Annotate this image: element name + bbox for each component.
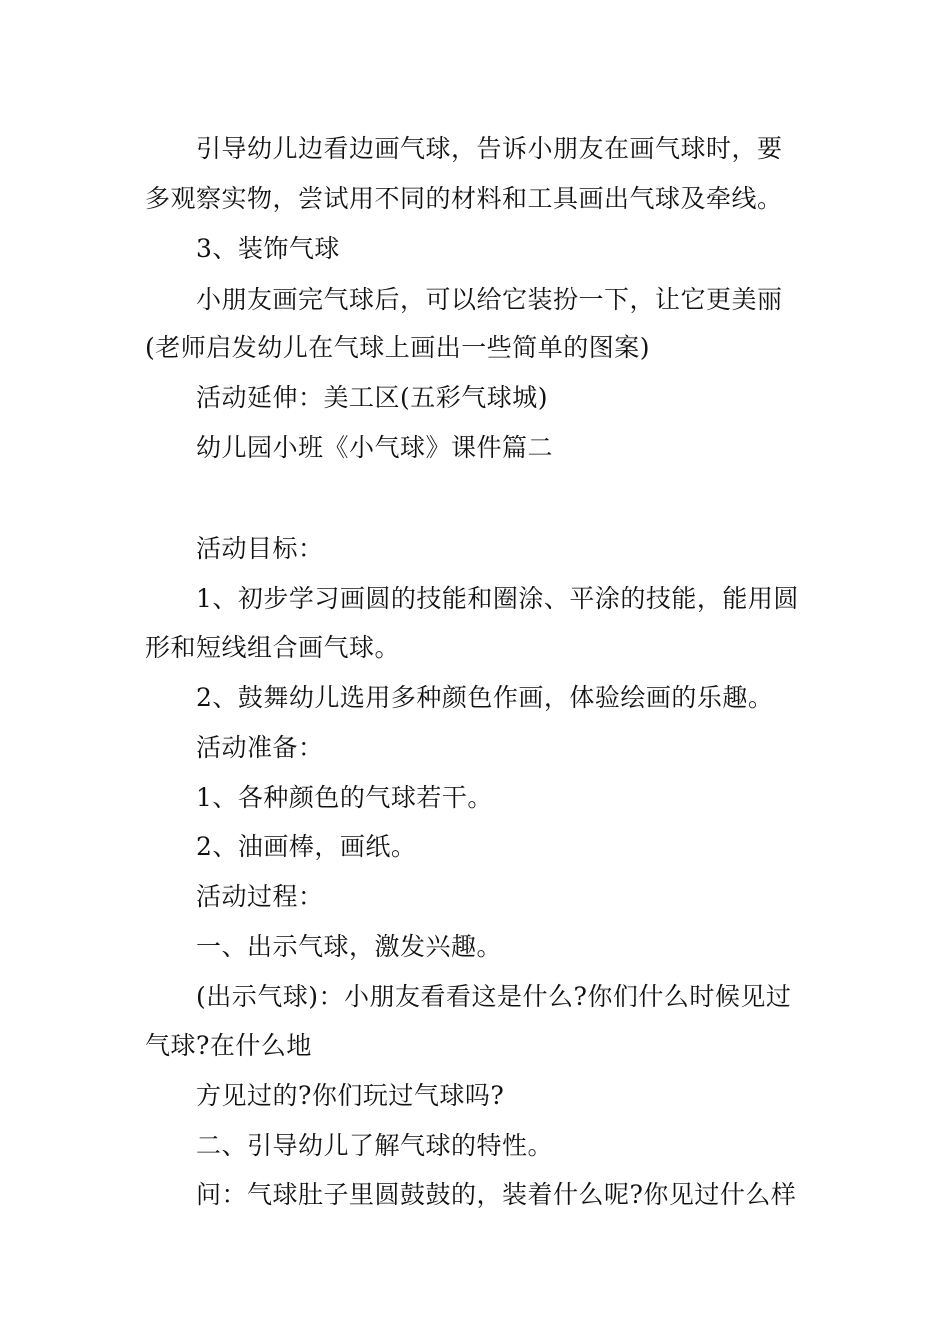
paragraph-line: (出示气球)：小朋友看看这是什么?你们什么时候见过 [196, 982, 792, 1011]
paragraph-line: 一、出示气球，激发兴趣。 [196, 932, 503, 961]
paragraph-line: 活动延伸：美工区(五彩气球城) [196, 383, 549, 412]
paragraph-line: (老师启发幼儿在气球上画出一些简单的图案) [145, 333, 651, 362]
section-heading: 3、装饰气球 [196, 234, 340, 263]
paragraph-line: 形和短线组合画气球。 [145, 633, 401, 662]
paragraph-line: 气球?在什么地 [145, 1031, 312, 1060]
paragraph-line: 二、引导幼儿了解气球的特性。 [196, 1131, 554, 1160]
paragraph-line: 多观察实物，尝试用不同的材料和工具画出气球及牵线。 [145, 184, 783, 213]
paragraph-line: 方见过的?你们玩过气球吗? [196, 1081, 505, 1110]
paragraph-line: 问：气球肚子里圆鼓鼓的，装着什么呢?你见过什么样 [196, 1180, 797, 1209]
section-heading: 活动准备： [196, 733, 324, 762]
article-title: 幼儿园小班《小气球》课件篇二 [196, 433, 554, 462]
paragraph-line: 1、初步学习画圆的技能和圈涂、平涂的技能，能用圆 [196, 584, 799, 613]
paragraph-line: 1、各种颜色的气球若干。 [196, 783, 493, 812]
section-heading: 活动过程： [196, 882, 324, 911]
paragraph-line: 2、鼓舞幼儿选用多种颜色作画，体验绘画的乐趣。 [196, 683, 774, 712]
paragraph-line: 小朋友画完气球后，可以给它装扮一下，让它更美丽 [196, 285, 783, 314]
paragraph-line: 引导幼儿边看边画气球，告诉小朋友在画气球时，要 [196, 134, 783, 163]
section-heading: 活动目标： [196, 534, 324, 563]
paragraph-line: 2、油画棒，画纸。 [196, 832, 417, 861]
